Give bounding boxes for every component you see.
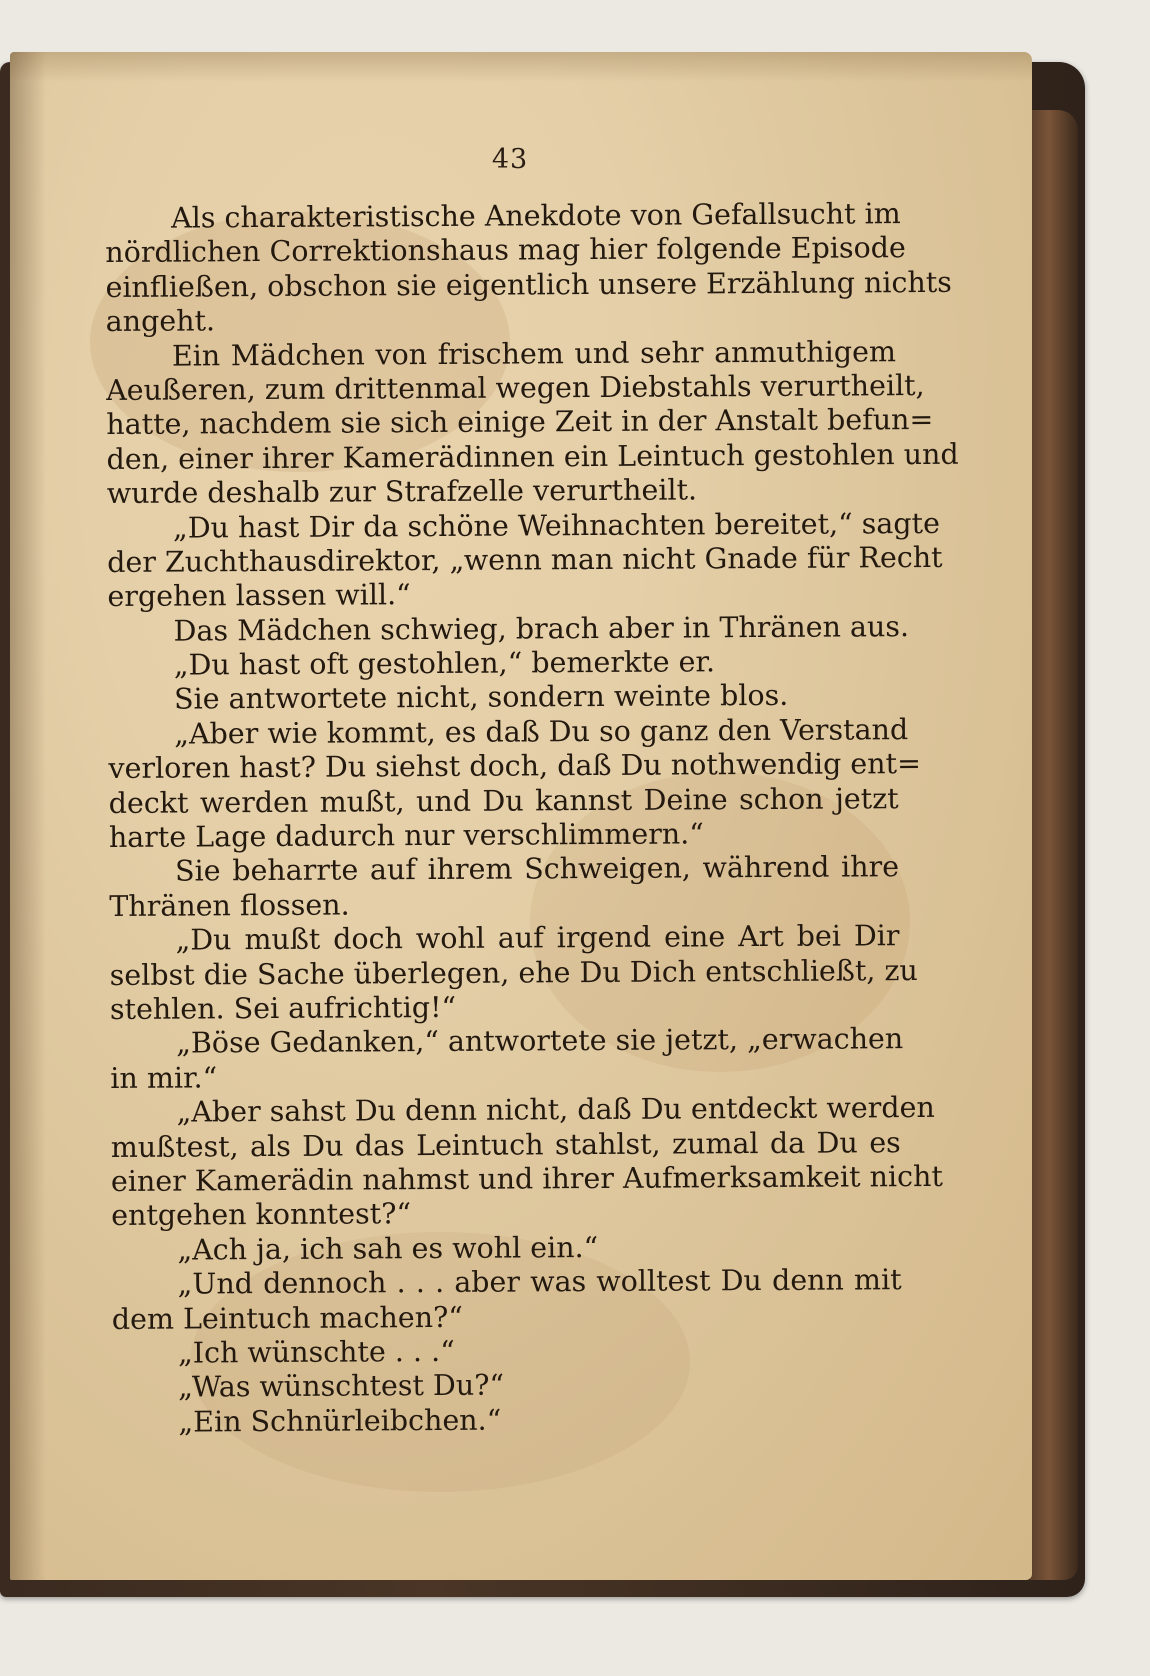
text-line: Sie antwortete nicht, sondern weinte blos. bbox=[173, 679, 789, 717]
book-cover-edge bbox=[1030, 110, 1078, 1580]
text-line: selbst die Sache überlegen, ehe Du Dich entschließt, zu bbox=[109, 953, 918, 992]
text-line: angeht. bbox=[105, 304, 216, 339]
text-line: Aeußeren, zum drittenmal wegen Diebstahls verurtheilt, bbox=[106, 368, 925, 407]
text-line: ergehen lassen will.“ bbox=[107, 578, 411, 614]
text-line: Thränen flossen. bbox=[109, 888, 350, 923]
text-line: „Was wünschtest Du?“ bbox=[178, 1368, 505, 1404]
text-line: in mir.“ bbox=[110, 1061, 218, 1095]
text-line: hatte, nachdem sie sich einige Zeit in der Anstalt befun= bbox=[106, 403, 934, 442]
text-line: „Ich wünschte . . .“ bbox=[177, 1334, 455, 1370]
text-line: Als charakteristische Anekdote von Gefallsucht im bbox=[170, 197, 901, 235]
text-line: einfließen, obschon sie eigentlich unsere Erzählung nichts bbox=[105, 265, 952, 304]
text-line: „Ach ja, ich sah es wohl ein.“ bbox=[177, 1230, 599, 1267]
text-line: „Du hast Dir da schöne Weihnachten bereitet,“ sagte bbox=[172, 506, 940, 545]
text-line: mußtest, als Du das Leintuch stahlst, zumal da Du es bbox=[110, 1125, 901, 1164]
text-line: Sie beharrte auf ihrem Schweigen, während ihre bbox=[174, 850, 900, 889]
text-line: stehlen. Sei aufrichtig!“ bbox=[109, 990, 457, 1026]
text-line: harte Lage dadurch nur verschlimmern.“ bbox=[108, 817, 704, 855]
text-line: „Böse Gedanken,“ antwortete sie jetzt, „erwachen bbox=[176, 1022, 904, 1060]
text-line: den, einer ihrer Kamerädinnen ein Leintuch gestohlen und bbox=[106, 437, 959, 476]
text-line: dem Leintuch machen?“ bbox=[111, 1300, 463, 1336]
text-line: Ein Mädchen von frischem und sehr anmuthigem bbox=[171, 334, 897, 373]
page-number: 43 bbox=[491, 144, 529, 175]
text-line: „Ein Schnürleibchen.“ bbox=[178, 1403, 502, 1439]
text-line: entgehen konntest?“ bbox=[111, 1197, 412, 1233]
text-line: einer Kamerädin nahmst und ihrer Aufmerksamkeit nicht bbox=[110, 1159, 943, 1198]
book-page bbox=[10, 52, 1032, 1580]
text-line: „Und dennoch . . . aber was wolltest Du denn mit bbox=[177, 1263, 902, 1301]
text-line: „Du mußt doch wohl auf irgend eine Art bei Dir bbox=[175, 919, 900, 957]
text-line: Das Mädchen schwieg, brach aber in Thränen aus. bbox=[173, 609, 910, 648]
text-line: verloren hast? Du siehst doch, daß Du nothwendig ent= bbox=[108, 747, 922, 786]
text-line: deckt werden mußt, und Du kannst Deine schon jetzt bbox=[108, 781, 899, 820]
text-line: „Du hast oft gestohlen,“ bemerkte er. bbox=[173, 645, 716, 682]
text-line: wurde deshalb zur Strafzelle verurtheilt. bbox=[106, 473, 698, 511]
text-line: „Aber wie kommt, es daß Du so ganz den Verstand bbox=[174, 712, 909, 751]
text-line: nördlichen Correktionshaus mag hier folgende Episode bbox=[105, 231, 906, 270]
text-line: der Zuchthausdirektor, „wenn man nicht Gnade für Recht bbox=[107, 540, 943, 579]
text-line: „Aber sahst Du denn nicht, daß Du entdeckt werden bbox=[176, 1091, 935, 1129]
body-text bbox=[105, 197, 959, 1440]
